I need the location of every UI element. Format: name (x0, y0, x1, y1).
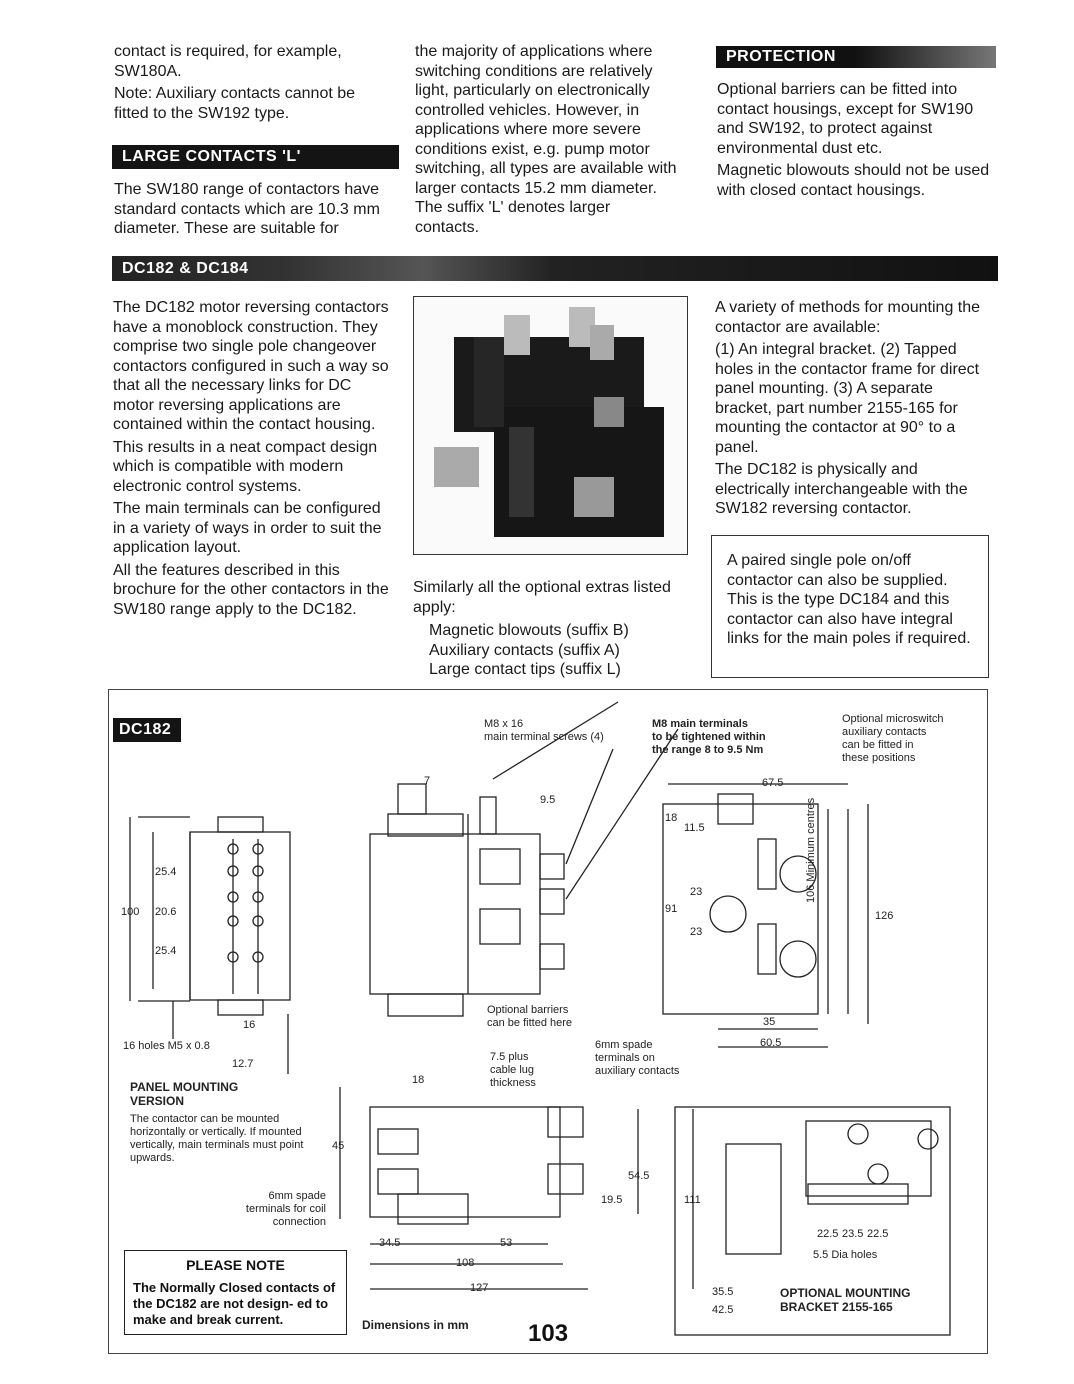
list-item: Large contact tips (suffix L) (429, 661, 621, 678)
top-column-2 (415, 42, 677, 240)
paragraph: The DC182 is physically and electrically interchangeable with the SW182 reversing contactor. (715, 461, 968, 517)
protection-heading: PROTECTION (716, 46, 996, 68)
barriers-label: Optional barriers can be fitted here (487, 1004, 573, 1029)
holes-label: 16 holes M5 x 0.8 (123, 1040, 210, 1052)
dim-16: 16 (243, 1019, 256, 1031)
paragraph: Similarly all the optional extras listed apply: (413, 579, 671, 616)
dim-20-6: 20.6 (155, 906, 177, 918)
paragraph: This results in a neat compact design which is compatible with modern electronic control systems. (113, 438, 378, 495)
dim-42-5: 42.5 (712, 1304, 734, 1316)
dc-column-3 (715, 298, 993, 522)
top-column-1b (114, 180, 399, 242)
panel-mounting-desc: The contactor can be mounted horizontally or vertically. If mounted vertically, main terminals must point upwards. (130, 1113, 304, 1164)
dim-108: 108 (456, 1257, 475, 1269)
dim-12-7: 12.7 (232, 1058, 254, 1070)
paragraph: Magnetic blowouts should not be used with closed contact housings. (717, 162, 990, 199)
panel-mounting-title: PANEL MOUNTING VERSION (130, 1080, 239, 1108)
dim-22-5-a: 22.5 (817, 1228, 839, 1240)
dim-11-5: 11.5 (684, 822, 705, 834)
microswitch-label: Optional microswitch auxiliary contacts can be fitted in these positions (842, 713, 944, 764)
dc-section-heading: DC182 & DC184 (112, 256, 998, 281)
extras-list (413, 621, 693, 680)
dim-91: 91 (665, 903, 678, 915)
dim-19-5: 19.5 (601, 1194, 623, 1206)
dim-18-lower: 18 (412, 1074, 425, 1086)
dim-127: 127 (470, 1282, 489, 1294)
optional-bracket-title: OPTIONAL MOUNTING BRACKET 2155-165 (780, 1286, 911, 1314)
dim-23-bottom: 23 (690, 926, 703, 938)
paragraph: (1) An integral bracket. (2) Tapped holes in the contactor frame for direct panel mounting. (3) A separate bracket, part number 2155-165 for mounting the contactor at 90° to a panel. (715, 341, 980, 456)
dim-25-4-top: 25.4 (155, 866, 177, 878)
spade-coil-label: 6mm spade terminals for coil connection (245, 1190, 326, 1228)
top-column-3 (717, 80, 992, 203)
dim-100: 100 (121, 906, 140, 918)
dim-34-5: 34.5 (379, 1237, 401, 1249)
cable-lug-label: 7.5 plus cable lug thickness (490, 1051, 536, 1089)
dim-35-5: 35.5 (712, 1286, 734, 1298)
paragraph: The SW180 range of contactors have standard contacts which are 10.3 mm diameter. These are suitable for (114, 181, 380, 237)
dim-53: 53 (500, 1237, 513, 1249)
paragraph: Optional barriers can be fitted into contact housings, except for SW190 and SW192, to protect against environmental dust etc. (717, 81, 974, 157)
paragraph: The DC182 motor reversing contactors have a monoblock construction. They comprise two single pole changeover contactors configured in such a way so that all the necessary links for DC motor reversing applications are contained within the contact housing. (113, 299, 389, 433)
dim-18: 18 (665, 812, 678, 824)
paragraph: A variety of methods for mounting the contactor are available: (715, 299, 981, 336)
dim-60-5: 60.5 (760, 1037, 782, 1049)
holes-55-label: 5.5 Dia holes (813, 1249, 878, 1261)
boxed-note: A paired single pole on/off contactor can also be supplied. This is the type DC184 and this contactor can also have integral links for the main poles if required. (727, 552, 971, 647)
large-contacts-heading: LARGE CONTACTS 'L' (112, 145, 399, 169)
m8-main-terminals-label: M8 main terminals to be tightened within the range 8 to 9.5 Nm (652, 718, 766, 756)
dim-23-top: 23 (690, 886, 703, 898)
paragraph: All the features described in this brochure for the other contactors in the SW180 range apply to the DC182. (113, 561, 389, 618)
paragraph: contact is required, for example, SW180A. (114, 43, 342, 80)
dim-54-5: 54.5 (628, 1170, 650, 1182)
dim-22-5-b: 22.5 (867, 1228, 889, 1240)
dim-67-5: 67.5 (762, 777, 784, 789)
dim-35: 35 (763, 1016, 776, 1028)
dim-9-5: 9.5 (540, 794, 556, 806)
page-number: 103 (528, 1320, 569, 1347)
contactor-photo (413, 296, 688, 555)
dim-126: 126 (875, 910, 894, 922)
dc182-label: DC182 (113, 718, 181, 742)
dc-column-2 (413, 578, 693, 680)
m8-screws-label: M8 x 16 main terminal screws (4) (484, 718, 604, 743)
paragraph: Note: Auxiliary contacts cannot be fitted to the SW192 type. (114, 85, 356, 122)
dim-111: 111 (684, 1194, 701, 1206)
please-note-text: The Normally Closed contacts of the DC182 are not design- ed to make and break current. (133, 1280, 336, 1327)
list-item: Magnetic blowouts (suffix B) (429, 622, 629, 639)
paragraph: the majority of applications where switching conditions are relatively light, particularly on electronically controlled vehicles. However, in applications where more severe conditions exist, e.g. pump motor switching, all types are available with larger contacts 15.2 mm diameter. The suffix 'L' denotes larger contacts. (415, 43, 677, 236)
top-column-1 (114, 42, 392, 126)
paragraph: The main terminals can be configured in a variety of ways in order to suit the application layout. (113, 500, 382, 556)
spade-aux-label: 6mm spade terminals on auxiliary contacts (595, 1039, 680, 1077)
dim-7: 7 (424, 775, 431, 787)
dims-note: Dimensions in mm (362, 1318, 469, 1332)
dim-45: 45 (332, 1140, 345, 1152)
dc-column-1 (113, 298, 393, 622)
min-centres-label: 106 Minimum centres (805, 797, 817, 903)
dim-25-4-bottom: 25.4 (155, 945, 177, 957)
dim-23-5: 23.5 (842, 1228, 864, 1240)
dc184-note-box (711, 535, 989, 678)
please-note-box (124, 1250, 347, 1335)
list-item: Auxiliary contacts (suffix A) (429, 641, 620, 659)
please-note-title: PLEASE NOTE (186, 1257, 285, 1273)
contactor-photo-graphic (414, 297, 687, 554)
